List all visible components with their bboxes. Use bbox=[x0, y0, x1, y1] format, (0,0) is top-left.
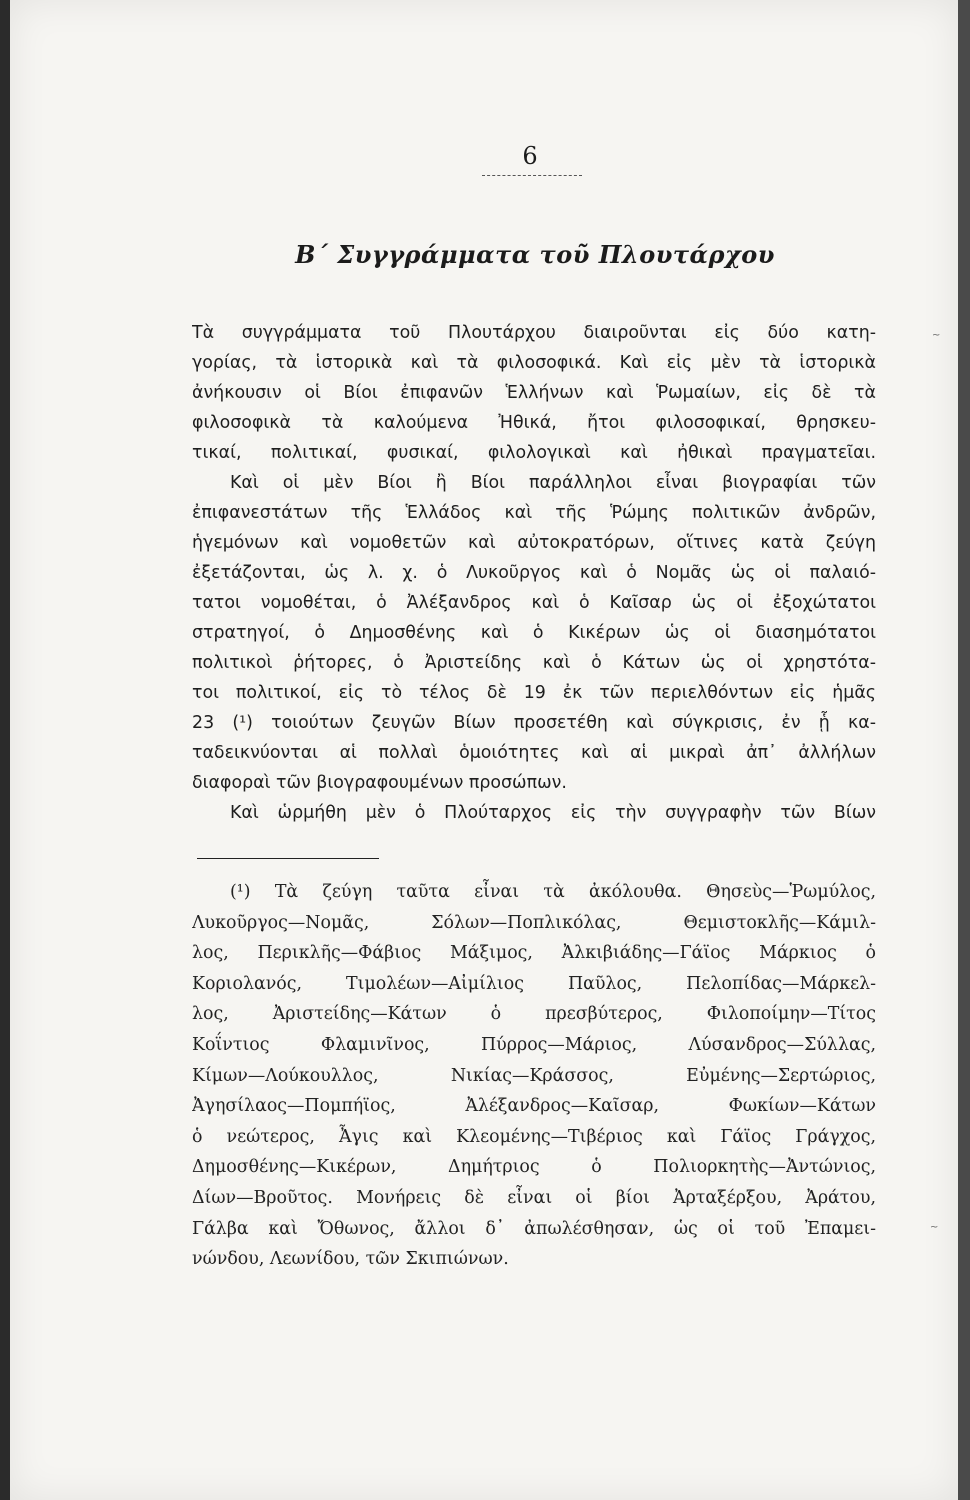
body-line: Καὶ οἱ μὲν Βίοι ἢ Βίοι παράλληλοι εἶναι βιογραφίαι τῶν bbox=[230, 473, 876, 493]
footnote-line: Κίμων—Λούκουλλος, Νικίας—Κράσσος, Εὐμένης—Σερτώριος, bbox=[192, 1065, 876, 1086]
scan-border-right bbox=[958, 0, 970, 1500]
footnote-line: (¹) Τὰ ζεύγη ταῦτα εἶναι τὰ ἀκόλουθα. Θησεὺς—Ῥωμύλος, bbox=[230, 882, 876, 902]
footnote-line: ὁ νεώτερος, Ἆγις καὶ Κλεομένης—Τιβέριος καὶ Γάϊος Γράγχος, bbox=[192, 1126, 876, 1147]
footnote-line: λος, Ἀριστείδης—Κάτων ὁ πρεσβύτερος, Φιλοποίμην—Τίτος bbox=[192, 1004, 876, 1025]
page-number: 6 bbox=[522, 142, 538, 170]
body-line: ταδεικνύονται αἱ πολλαὶ ὁμοιότητες καὶ αἱ μικραὶ ἀπ᾿ ἀλλήλων bbox=[192, 743, 876, 763]
page-number-underline bbox=[482, 175, 582, 176]
body-line: γορίας, τὰ ἱστορικὰ καὶ τὰ φιλοσοφικά. Καὶ εἰς μὲν τὰ ἱστορικὰ bbox=[192, 353, 876, 373]
section-heading: Β΄ Συγγράμματα τοῦ Πλουτάρχου bbox=[295, 240, 775, 269]
footnote-line: λος, Περικλῆς—Φάβιος Μάξιμος, Ἀλκιβιάδης—Γάϊος Μάρκιος ὁ bbox=[192, 943, 876, 964]
body-line: στρατηγοί, ὁ Δημοσθένης καὶ ὁ Κικέρων ὡς οἱ διασημότατοι bbox=[192, 623, 876, 643]
scan-border-left bbox=[0, 0, 10, 1500]
footnote bbox=[192, 877, 876, 1275]
body-text bbox=[192, 318, 876, 828]
body-line: πολιτικοὶ ῥήτορες, ὁ Ἀριστείδης καὶ ὁ Κάτων ὡς οἱ χρηστότα- bbox=[192, 653, 876, 673]
footnote-line: Λυκοῦργος—Νομᾶς, Σόλων—Ποπλικόλας, Θεμιστοκλῆς—Κάμιλ- bbox=[192, 912, 876, 933]
margin-speck: ~ bbox=[930, 1222, 939, 1233]
body-line: ἡγεμόνων καὶ νομοθετῶν καὶ αὐτοκρατόρων, οἵτινες κατὰ ζεύγη bbox=[192, 533, 876, 553]
footnote-line: Κοριολανός, Τιμολέων—Αἰμίλιος Παῦλος, Πελοπίδας—Μάρκελ- bbox=[192, 973, 876, 994]
body-line: Τὰ συγγράμματα τοῦ Πλουτάρχου διαιροῦνται εἰς δύο κατη- bbox=[192, 323, 876, 343]
footnote-line: Γάλβα καὶ Ὄθωνος, ἄλλοι δ᾿ ἀπωλέσθησαν, ὡς οἱ τοῦ Ἐπαμει- bbox=[192, 1218, 876, 1239]
footnote-line: νώνδου, Λεωνίδου, τῶν Σκιπιώνων. bbox=[192, 1249, 509, 1270]
body-line: τατοι νομοθέται, ὁ Ἀλέξανδρος καὶ ὁ Καῖσαρ ὡς οἱ ἐξοχώτατοι bbox=[192, 593, 876, 613]
footnote-separator bbox=[197, 858, 379, 859]
body-line: Καὶ ὡρμήθη μὲν ὁ Πλούταρχος εἰς τὴν συγγραφὴν τῶν Βίων bbox=[230, 803, 876, 823]
footnote-line: Κοΐντιος Φλαμινῖνος, Πύρρος—Μάριος, Λύσανδρος—Σύλλας, bbox=[192, 1034, 876, 1055]
margin-speck: ~ bbox=[932, 330, 941, 341]
body-line: ἐξετάζονται, ὡς λ. χ. ὁ Λυκοῦργος καὶ ὁ Νομᾶς ὡς οἱ παλαιό- bbox=[192, 563, 876, 583]
body-line: 23 (¹) τοιούτων ζευγῶν Βίων προσετέθη καὶ σύγκρισις, ἐν ᾗ κα- bbox=[192, 713, 876, 733]
footnote-line: Δίων—Βροῦτος. Μονήρεις δὲ εἶναι οἱ βίοι Ἀρταξέρξου, Ἀράτου, bbox=[192, 1187, 876, 1208]
body-line: φιλοσοφικὰ τὰ καλούμενα Ἠθικά, ἤτοι φιλοσοφικαί, θρησκευ- bbox=[192, 413, 876, 433]
body-line: τικαί, πολιτικαί, φυσικαί, φιλολογικαὶ καὶ ἠθικαὶ πραγματεῖαι. bbox=[192, 443, 876, 463]
body-line: ἀνήκουσιν οἱ Βίοι ἐπιφανῶν Ἑλλήνων καὶ Ῥωμαίων, εἰς δὲ τὰ bbox=[192, 383, 876, 403]
footnote-line: Ἀγησίλαος—Πομπήϊος, Ἀλέξανδρος—Καῖσαρ, Φωκίων—Κάτων bbox=[192, 1096, 876, 1117]
footnote-line: Δημοσθένης—Κικέρων, Δημήτριος ὁ Πολιορκητὴς—Ἀντώνιος, bbox=[192, 1157, 876, 1178]
body-line: ἐπιφανεστάτων τῆς Ἑλλάδος καὶ τῆς Ῥώμης πολιτικῶν ἀνδρῶν, bbox=[192, 503, 876, 523]
body-line: διαφοραὶ τῶν βιογραφουμένων προσώπων. bbox=[192, 773, 567, 793]
body-line: τοι πολιτικοί, εἰς τὸ τέλος δὲ 19 ἐκ τῶν περιελθόντων εἰς ἡμᾶς bbox=[192, 683, 876, 703]
